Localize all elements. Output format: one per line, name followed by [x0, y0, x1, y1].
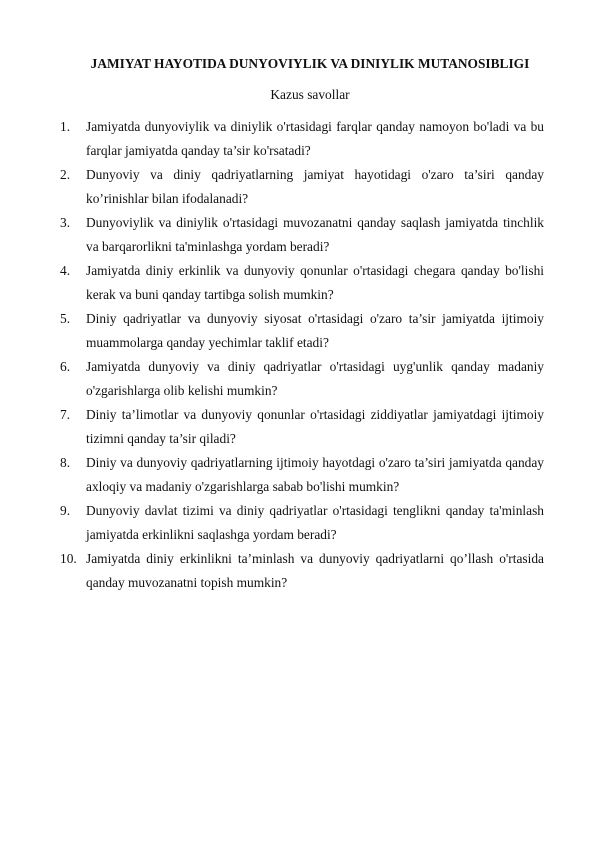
question-text: Dunyoviy va diniy qadriyatlarning jamiyat hayotidagi o'zaro ta’siri qanday ko’rinishlar bilan ifodalanadi? [86, 167, 544, 206]
question-number: 1. [60, 119, 71, 134]
question-number: 7. [60, 407, 71, 422]
question-text: Dunyoviy davlat tizimi va diniy qadriyatlar o'rtasidagi tenglikni qanday ta'minlash jamiyatda erkinlikni saqlashga yordam beradi? [86, 503, 544, 542]
question-number: 9. [60, 503, 71, 518]
question-number: 8. [60, 455, 71, 470]
page-subtitle: Kazus savollar [270, 87, 350, 102]
question-text: Diniy qadriyatlar va dunyoviy siyosat o'rtasidagi o'zaro ta’sir jamiyatda ijtimoiy muammolarga qanday yechimlar taklif etadi? [86, 311, 544, 350]
question-text: Diniy va dunyoviy qadriyatlarning ijtimoiy hayotdagi o'zaro ta’siri jamiyatda qanday axloqiy va madaniy o'zgarishlarga sabab bo'lishi mumkin? [86, 455, 544, 494]
question-item [60, 355, 544, 403]
question-item [60, 211, 544, 259]
question-item [60, 163, 544, 211]
page-title: JAMIYAT HAYOTIDA DUNYOVIYLIK VA DINIYLIK MUTANOSIBLIGI [90, 56, 530, 71]
question-number: 2. [60, 167, 71, 182]
question-number: 3. [60, 215, 71, 230]
question-item [60, 115, 544, 163]
question-item [60, 259, 544, 307]
question-text: Jamiyatda diniy erkinlik va dunyoviy qonunlar o'rtasidagi chegara qanday bo'lishi kerak va buni qanday tartibga solish mumkin? [86, 263, 544, 302]
question-item [60, 307, 544, 355]
question-text: Jamiyatda diniy erkinlikni ta’minlash va dunyoviy qadriyatlarni qo’llash o'rtasida qanday muvozanatni topish mumkin? [86, 551, 544, 590]
question-text: Jamiyatda dunyoviy va diniy qadriyatlar o'rtasidagi uyg'unlik qanday madaniy o'zgarishlarga olib kelishi mumkin? [86, 359, 544, 398]
question-item [60, 499, 544, 547]
question-text: Jamiyatda dunyoviylik va diniylik o'rtasidagi farqlar qanday namoyon bo'ladi va bu farqlar jamiyatda qanday ta’sir ko'rsatadi? [86, 119, 544, 158]
question-item [60, 547, 544, 595]
question-number: 4. [60, 263, 71, 278]
question-item [60, 451, 544, 499]
question-number: 5. [60, 311, 71, 326]
question-text: Dunyoviylik va diniylik o'rtasidagi muvozanatni qanday saqlash jamiyatda tinchlik va barqarorlikni ta'minlashga yordam beradi? [86, 215, 544, 254]
question-item [60, 403, 544, 451]
question-number: 10. [60, 551, 77, 566]
question-number: 6. [60, 359, 71, 374]
question-text: Diniy ta’limotlar va dunyoviy qonunlar o'rtasidagi ziddiyatlar jamiyatdagi ijtimoiy tizimni qanday ta’sir qiladi? [86, 407, 544, 446]
question-list [60, 115, 544, 595]
